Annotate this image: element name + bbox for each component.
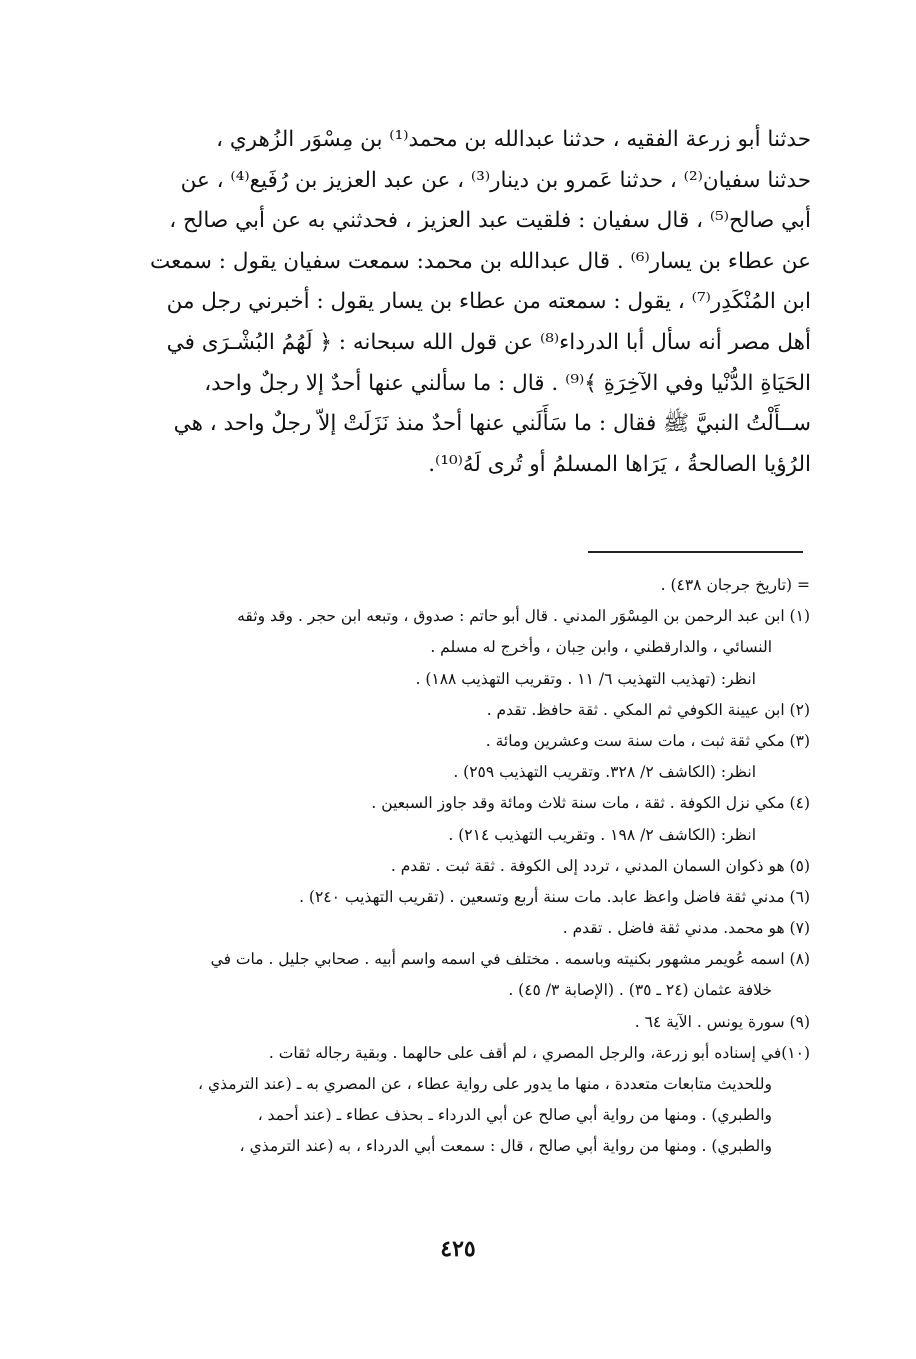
main-text-line: حدثنا سفيان⁽²⁾ ، حدثنا عَمرو بن دينار⁽³⁾ ، عن عبد العزيز بن رُفَيع⁽⁴⁾ ، عن <box>180 167 811 193</box>
main-text-line: ابن المُنْكَدِر⁽⁷⁾ ، يقول : سمعته من عطاء بن يسار يقول : أخبرني رجل من <box>166 289 811 315</box>
footnote-separator-rule <box>588 551 803 553</box>
footnote-line: (٢) ابن عيينة الكوفي ثم المكي . ثقة حافظ. تقدم . <box>486 700 810 719</box>
main-text-line: عن عطاء بن يسار⁽⁶⁾ . قال عبدالله بن محمد: سمعت سفيان يقول : سمعت <box>150 248 811 274</box>
main-text-line: ســأَلْتُ النبيَّ ﷺ فقال : ما سَأَلَني عنها أحدٌ منذ نَزَلَتْ إلاّ رجلٌ واحد ، هي <box>173 411 811 437</box>
footnote-line: (٤) مكي نزل الكوفة . ثقة ، مات سنة ثلاث ومائة وقد جاوز السبعين . <box>371 794 810 813</box>
main-text-line: أهل مصر أنه سأل أبا الدرداء⁽⁸⁾ عن قول الله سبحانه : ﴿ لَهُمُ البُشْـرَى في <box>166 329 811 355</box>
footnote-line: (١) ابن عبد الرحمن بن المِسْوَر المدني . قال أبو حاتم : صدوق ، وتبعه ابن حجر . وقد وثقه <box>237 607 810 626</box>
footnote-line: انظر: (الكاشف ٢/ ٣٢٨. وتقريب التهذيب ٢٥٩) . <box>453 763 756 782</box>
main-text-block <box>106 120 811 485</box>
footnote-line: (١٠)في إسناده أبو زرعة، والرجل المصري ، لم أقف على حالهما . وبقية رجاله ثقات . <box>268 1043 810 1062</box>
footnote-line: والطبري) . ومنها من رواية أبي صالح عن أبي الدرداء ـ بحذف عطاء ـ (عند أحمد ، <box>257 1106 772 1125</box>
page-number: ٤٢٥ <box>440 1236 476 1262</box>
footnotes-block <box>110 570 810 1163</box>
footnote-line: (٨) اسمه عُويمر مشهور بكنيته وباسمه . مختلف في اسمه واسم أبيه . صحابي جليل . مات في <box>210 950 810 969</box>
footnote-line: انظر: (الكاشف ٢/ ١٩٨ . وتقريب التهذيب ٢١٤) . <box>448 825 756 844</box>
footnote-line: (٥) هو ذكوان السمان المدني ، تردد إلى الكوفة . ثقة ثبت . تقدم . <box>390 856 810 875</box>
main-text-line: حدثنا أبو زرعة الفقيه ، حدثنا عبدالله بن محمد⁽¹⁾ بن مِسْوَر الزُهري ، <box>216 127 811 152</box>
main-text-line: الرُؤيا الصالحةُ ، يَرَاها المسلمُ أو تُرى لَهُ⁽¹⁰⁾. <box>428 451 811 477</box>
footnote-line: انظر: (تهذيب التهذيب ٦/ ١١ . وتقريب التهذيب ١٨٨) . <box>415 669 756 688</box>
main-text-line: الحَيَاةِ الدُّنْيا وفي الآخِرَةِ ﴾⁽⁹⁾ . قال : ما سألني عنها أحدٌ إلا رجلٌ واحد، <box>204 370 811 396</box>
footnote-line: (٦) مدني ثقة فاضل واعظ عابد. مات سنة أربع وتسعين . (تقريب التهذيب ٢٤٠) . <box>299 887 810 906</box>
main-text-line: أبي صالح⁽⁵⁾ ، قال سفيان : فلقيت عبد العزيز ، فحدثني به عن أبي صالح ، <box>169 208 811 234</box>
footnote-line: وللحديث متابعات متعددة ، منها ما يدور على رواية عطاء ، عن المصري به ـ (عند الترمذي ، <box>198 1075 772 1093</box>
footnote-line: (٧) هو محمد. مدني ثقة فاضل . تقدم . <box>562 919 810 938</box>
footnote-line: = (تاريخ جرجان ٤٣٨) . <box>660 576 810 594</box>
footnote-line: خلافة عثمان (٢٤ ـ ٣٥) . (الإصابة ٣/ ٤٥) . <box>508 981 772 1000</box>
footnote-line: (٩) سورة يونس . الآية ٦٤ . <box>634 1012 810 1031</box>
footnote-line: النسائي ، والدارقطني ، وابن حِبان ، وأخرج له مسلم . <box>430 638 772 657</box>
footnote-line: (٣) مكي ثقة ثبت ، مات سنة ست وعشرين ومائة . <box>485 731 810 750</box>
footnote-line: والطبري) . ومنها من رواية أبي صالح ، قال : سمعت أبي الدرداء ، به (عند الترمذي ، <box>239 1137 772 1156</box>
